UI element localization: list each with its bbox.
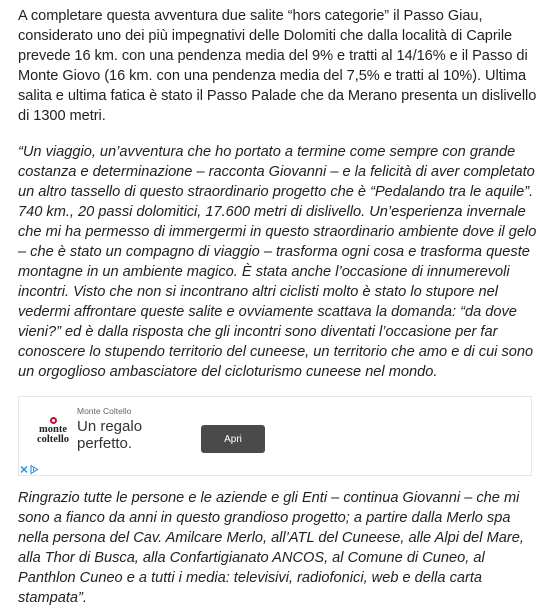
article-quote-paragraph: “Un viaggio, un’avventura che ho portato a termine come sempre con grande costanza e determinazione – racconta Giovanni – e la felicità di aver completato un altro tassello di questo straordinario progetto che è “Pedalando tra le aquile”. 740 km., 20 passi dolomitici, 17.600 metri di dislivello. Un’esperienza invernale che mi ha permesso di immergermi in questo straordinario ambiente dove il gelo – che è stato un compagno di viaggio – trasforma ogni cosa e trasforma queste montagne in un ambiente magico. È stata anche l’occasione di innumerevoli incontri. Visto che non si incontrano altri ciclisti molto è stato lo stupore nel vedermi affrontare queste salite e ovviamente scattava la domanda: “da dove vieni?” ed è dalla risposta che gli incontri sono diventati l’occasione per far conoscere lo stupendo territorio del cuneese, un territorio che amo e di cui sono un orgoglioso ambasciatore del cicloturismo cuneese nel mondo. bbox=[18, 144, 537, 380]
advertiser-logo[interactable] bbox=[31, 417, 75, 445]
logo-text-line-1: monte bbox=[39, 424, 67, 435]
advertisement-banner[interactable] bbox=[18, 396, 532, 476]
logo-text-line-2: coltello bbox=[36, 434, 70, 445]
logo-mark-icon bbox=[50, 417, 57, 424]
article-paragraph: A completare questa avventura due salite “hors categorie” il Passo Giau, considerato uno dei più impegnativi delle Dolomiti che dalla località di Caprile prevede 16 km. con una pendenza media del 9% e tratti al 14/16% e il Passo di Monte Giovo (16 km. con una pendenza media del 7,5% e tratti al 10%). Ultima salita e ultima fatica è stato il Passo Palade che da Merano presenta un dislivello di 1300 metri. bbox=[18, 8, 537, 124]
advertiser-name[interactable]: Monte Coltello bbox=[77, 406, 132, 416]
ad-open-button[interactable]: Apri bbox=[201, 425, 265, 453]
ad-info-icon[interactable] bbox=[29, 464, 39, 475]
ad-choices[interactable] bbox=[19, 463, 39, 475]
ad-close-icon[interactable] bbox=[19, 464, 29, 475]
ad-headline[interactable]: Un regalo perfetto. bbox=[77, 418, 143, 452]
article-closing-paragraph: Ringrazio tutte le persone e le aziende e gli Enti – continua Giovanni – che mi sono a fianco da anni in questo grandioso progetto; a partire dalla Merlo spa nella persona del Cav. Amilcare Merlo, all’ATL del Cuneese, alle Alpi del Mare, alla Thor di Busca, alla Confartigianato ANCOS, al Comune di Cuneo, al Panthlon Cuneo e a tutti i media: televisivi, radiofonici, web e della carta stampata”. bbox=[18, 490, 524, 606]
